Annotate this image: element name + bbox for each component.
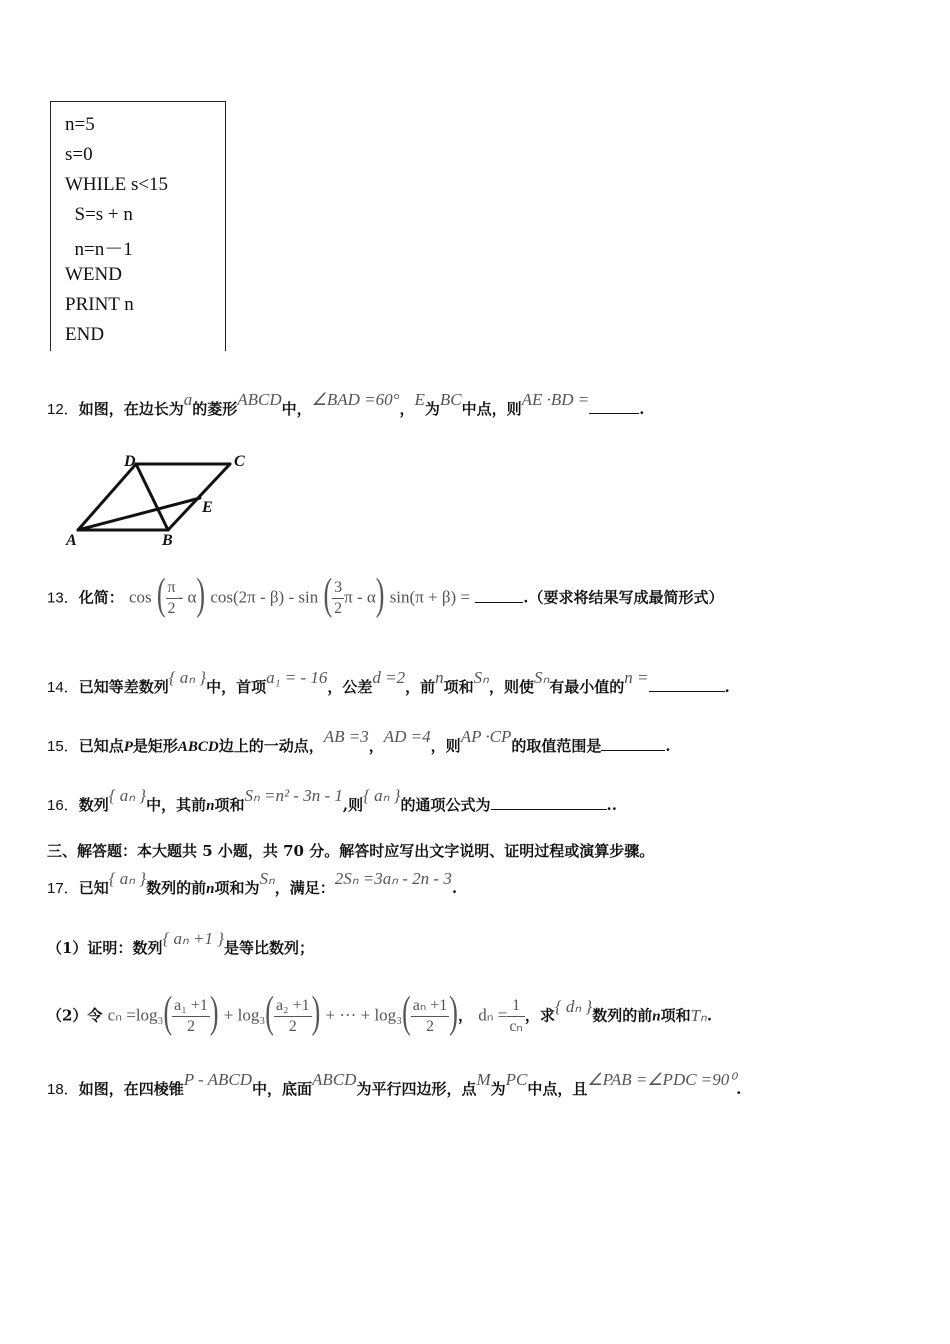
- text: .: [706, 1006, 713, 1025]
- paren: (: [265, 987, 274, 1037]
- fraction: [507, 996, 524, 1037]
- math: dₙ =: [478, 1005, 508, 1025]
- text: .: [736, 1080, 742, 1098]
- question-14: [47, 668, 730, 697]
- math-sn: Sₙ: [473, 668, 489, 687]
- denominator: 2: [187, 1018, 195, 1035]
- text: ，: [399, 400, 415, 418]
- question-17: [47, 869, 458, 898]
- text: .（要求将结果写成最简形式）: [523, 588, 724, 607]
- text: ..: [606, 796, 617, 814]
- code-line: n=5: [65, 114, 95, 135]
- text: ，: [457, 1006, 473, 1025]
- code-line: n=n－1: [65, 239, 133, 260]
- paren: (: [156, 569, 166, 619]
- label-a: A: [66, 532, 77, 548]
- program-code-box: [50, 101, 226, 351]
- question-13: [47, 569, 724, 619]
- denominator: 2: [288, 1018, 297, 1035]
- code-line: WEND: [65, 264, 122, 285]
- question-number: 16．: [47, 797, 79, 814]
- question-number: 15．: [47, 738, 79, 755]
- text: 已知点: [78, 737, 124, 755]
- text: 如图，在边长为: [78, 400, 184, 418]
- answer-blank: [589, 399, 639, 414]
- text: 中，底面: [252, 1080, 313, 1098]
- question-number: 13．: [47, 589, 79, 607]
- text: 中点，且: [527, 1080, 588, 1098]
- text: 中，首项: [206, 678, 267, 696]
- text: ，前: [405, 678, 436, 696]
- math-e: E: [414, 390, 425, 409]
- math-n: n: [206, 798, 215, 814]
- math-abcd: ABCD: [237, 390, 282, 409]
- diagonal-bd: [136, 464, 168, 530]
- text: 有最小值的: [549, 678, 625, 696]
- paren: (: [402, 987, 411, 1037]
- math-equation: 2Sₙ =3aₙ - 2n - 3: [334, 869, 452, 888]
- edge-ad: [78, 464, 136, 530]
- math-a1: a₁ = - 16: [266, 668, 328, 687]
- denominator: 2: [334, 600, 343, 617]
- denominator: 2: [167, 600, 176, 617]
- answer-blank: [475, 588, 523, 603]
- numerator: aₙ +1: [411, 996, 450, 1017]
- question-number: 18．: [47, 1081, 79, 1098]
- math: + ··· + log₃: [325, 1005, 403, 1025]
- text: 如图，在四棱锥: [78, 1080, 184, 1098]
- math-ab: AB =3: [323, 727, 369, 746]
- text: ，满足：: [274, 879, 335, 897]
- question-17-part-1: [47, 929, 315, 958]
- math-a: a: [183, 390, 193, 409]
- math-n: n: [435, 668, 444, 687]
- text: ，则使: [488, 678, 534, 696]
- code-line: S=s + n: [65, 204, 133, 225]
- text: 中，其前: [146, 796, 207, 814]
- math-neq: n =: [624, 668, 649, 687]
- text: 数列的前: [146, 879, 207, 897]
- math-angle: ∠BAD =60°: [311, 390, 400, 409]
- question-17-part-2: [47, 987, 713, 1037]
- numerator: 3: [332, 578, 344, 599]
- denominator: 2: [426, 1018, 435, 1035]
- code-line: WHILE s<15: [65, 174, 169, 195]
- fraction-3-over-2: [332, 578, 344, 619]
- math-d: d =2: [372, 668, 406, 687]
- text: 是矩形: [132, 737, 178, 755]
- text: .: [724, 678, 730, 696]
- math-p: P: [123, 739, 133, 755]
- paren: ): [375, 569, 385, 619]
- text: 边上的一动点，: [218, 737, 324, 755]
- paren: (: [323, 569, 333, 619]
- numerator: a₁ +1: [172, 996, 210, 1017]
- math-apcp: AP ·CP: [460, 727, 512, 746]
- text: （1）证明：数列: [47, 939, 163, 957]
- text: .: [451, 879, 458, 897]
- numerator: 1: [507, 996, 524, 1017]
- question-16: [47, 786, 617, 815]
- answer-blank: [649, 677, 725, 692]
- text: 中点，则: [461, 400, 522, 418]
- label-c: C: [234, 453, 245, 470]
- math-cos: cos: [128, 587, 152, 607]
- paren: ): [311, 987, 321, 1037]
- question-18: [47, 1070, 742, 1099]
- text: 为: [424, 400, 440, 418]
- math-m: M: [476, 1070, 491, 1089]
- answer-blank: [491, 795, 607, 810]
- math-seq: { dₙ }: [554, 996, 593, 1016]
- math-ad: AD =4: [383, 727, 431, 746]
- text: 的取值范围是: [511, 737, 602, 755]
- label-b: B: [162, 532, 173, 548]
- text: ，公差: [327, 678, 373, 696]
- label-e: E: [202, 499, 213, 516]
- text: 数列的前: [592, 1006, 653, 1025]
- math-n: n: [652, 1008, 661, 1025]
- text: 项和: [660, 1006, 691, 1025]
- math-tn: Tₙ: [690, 1005, 707, 1025]
- fraction: [411, 996, 450, 1037]
- math-seq: { aₙ }: [108, 869, 147, 888]
- text: 项和: [214, 796, 245, 814]
- text: 数列: [78, 796, 109, 814]
- fraction-pi-over-2: [166, 578, 178, 619]
- paren: ): [209, 987, 219, 1037]
- math: π - α: [344, 587, 376, 607]
- text: ,则: [342, 796, 364, 814]
- text: .: [639, 400, 645, 418]
- section-heading: 三、解答题：本大题共 5 小题，共 70 分。解答时应写出文字说明、证明过程或演算步骤。: [47, 842, 655, 860]
- math: - α: [177, 587, 197, 607]
- text: 的菱形: [192, 400, 238, 418]
- math-expr: AE ·BD =: [521, 390, 590, 409]
- math-sn: Sₙ: [259, 869, 275, 888]
- math-pc: PC: [505, 1070, 528, 1089]
- math-seq: { aₙ +1 }: [162, 929, 225, 948]
- code-line: END: [65, 324, 105, 345]
- text: 项和为: [214, 879, 260, 897]
- question-number: 12．: [47, 401, 79, 418]
- label-d: D: [124, 453, 136, 470]
- code-line: PRINT n: [65, 294, 134, 315]
- math-n: n: [206, 881, 215, 897]
- math: cₙ =log₃: [107, 1005, 164, 1025]
- text: ，: [368, 737, 384, 755]
- text: （2）令: [47, 1006, 103, 1025]
- text: 的通项公式为: [400, 796, 491, 814]
- text: 已知: [78, 879, 109, 897]
- math-abcd: ABCD: [177, 739, 219, 755]
- math-sn: Sₙ: [533, 668, 550, 687]
- paren: ): [449, 987, 458, 1037]
- math-angles: ∠PAB =∠PDC =90⁰: [587, 1070, 737, 1089]
- math: + log₃: [223, 1005, 266, 1025]
- text: ，则: [430, 737, 461, 755]
- text: 为: [490, 1080, 506, 1098]
- text: 是等比数列；: [224, 939, 315, 957]
- math-bc: BC: [439, 390, 462, 409]
- math-pyramid: P - ABCD: [183, 1070, 253, 1089]
- text: 为平行四边形，点: [356, 1080, 477, 1098]
- math-abcd: ABCD: [312, 1070, 357, 1089]
- text: 中，: [281, 400, 312, 418]
- math-seq: { aₙ }: [168, 668, 207, 687]
- text: 已知等差数列: [78, 678, 169, 696]
- fraction: [274, 996, 312, 1037]
- paren: (: [163, 987, 173, 1037]
- numerator: π: [166, 578, 178, 599]
- question-number: 17．: [47, 880, 79, 897]
- math-seq: { aₙ }: [363, 786, 401, 805]
- fraction: [172, 996, 210, 1037]
- text: 化简：: [78, 588, 124, 607]
- math-seq: { aₙ }: [108, 786, 147, 805]
- answer-blank: [601, 736, 665, 751]
- math: cos(2π - β) - sin: [210, 587, 319, 607]
- paren: ): [196, 569, 206, 619]
- question-12: [47, 390, 645, 419]
- numerator: a₂ +1: [274, 996, 312, 1017]
- text: ，求: [524, 1006, 555, 1025]
- code-line: s=0: [65, 144, 93, 165]
- question-number: 14．: [47, 679, 79, 696]
- text: .: [665, 737, 671, 755]
- math-sn: Sₙ =n² - 3n - 1: [244, 786, 343, 805]
- question-15: [47, 727, 671, 756]
- text: 项和: [443, 678, 474, 696]
- rhombus-figure: [60, 448, 260, 548]
- denominator: cₙ: [509, 1018, 523, 1035]
- math: sin(π + β) =: [389, 587, 471, 607]
